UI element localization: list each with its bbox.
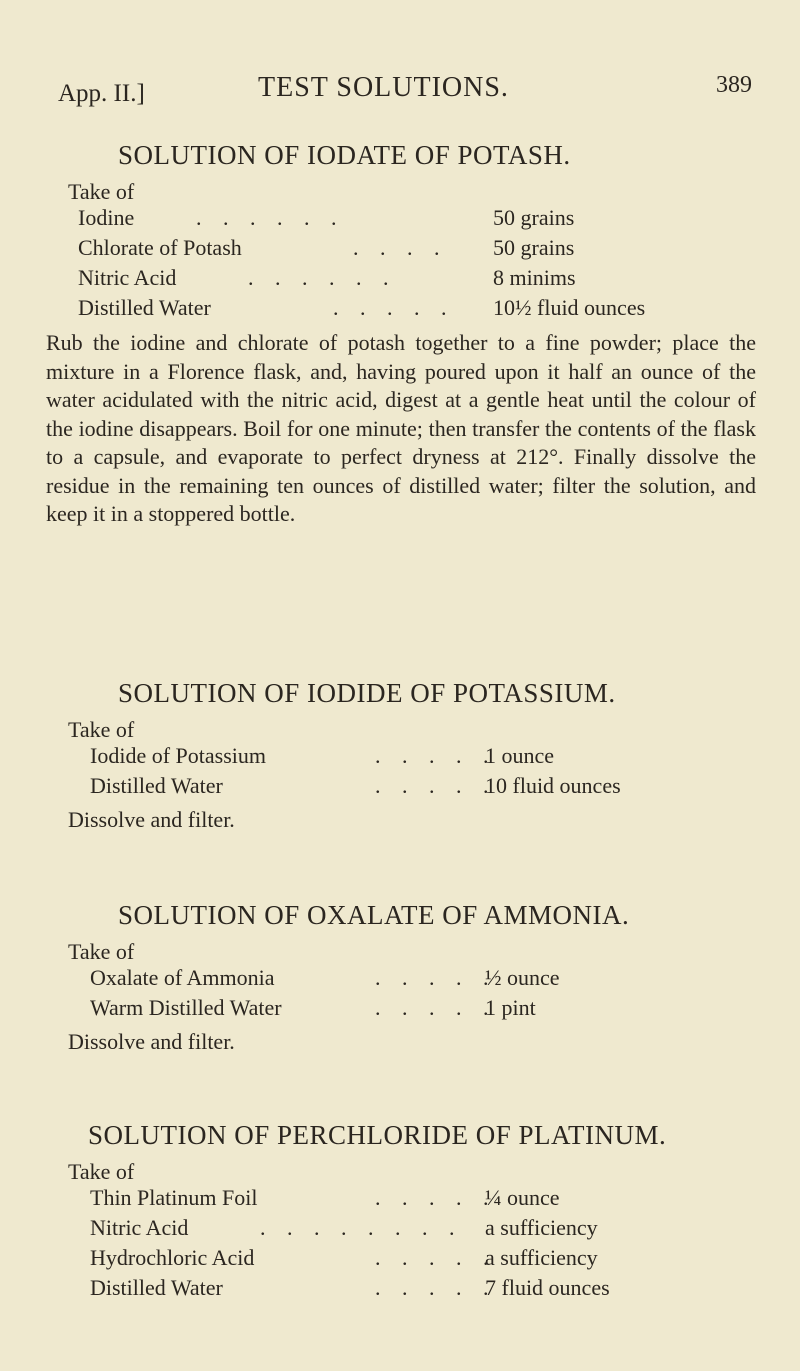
leader-dots: . . . . . bbox=[375, 1275, 497, 1300]
page-number: 389 bbox=[716, 72, 752, 98]
ingredient-row bbox=[90, 995, 760, 1025]
take-of-label: Take of bbox=[68, 179, 135, 204]
take-of-label: Take of bbox=[68, 1159, 135, 1184]
ingredient-quantity: ¼ ounce bbox=[485, 1185, 560, 1210]
ingredient-row bbox=[90, 1185, 760, 1215]
ingredient-name: Distilled Water bbox=[90, 1275, 223, 1300]
appendix-label: App. II.] bbox=[58, 80, 145, 107]
section-iodate-of-potash bbox=[46, 140, 760, 529]
leader-dots: . . . . . . bbox=[196, 205, 345, 230]
ingredient-row bbox=[90, 1245, 760, 1275]
take-of-label: Take of bbox=[68, 717, 135, 742]
ingredient-row bbox=[90, 965, 760, 995]
ingredient-quantity: 50 grains bbox=[493, 235, 575, 260]
ingredient-name: Iodine bbox=[78, 205, 135, 230]
ingredient-name: Thin Platinum Foil bbox=[90, 1185, 258, 1210]
leader-dots: . . . . . . bbox=[248, 265, 397, 290]
leader-dots: . . . . . bbox=[375, 1185, 497, 1210]
section-title: SOLUTION OF PERCHLORIDE OF PLATINUM. bbox=[88, 1120, 667, 1150]
ingredient-quantity: 7 fluid ounces bbox=[485, 1275, 610, 1300]
ingredient-list bbox=[90, 965, 760, 1025]
ingredient-quantity: a sufficiency bbox=[485, 1215, 598, 1240]
ingredient-quantity: a sufficiency bbox=[485, 1245, 598, 1270]
leader-dots: . . . . . bbox=[375, 995, 497, 1020]
leader-dots: . . . . . bbox=[333, 295, 455, 320]
ingredient-quantity: 50 grains bbox=[493, 205, 575, 230]
leader-dots: . . . . . bbox=[375, 965, 497, 990]
ingredient-row bbox=[90, 1275, 760, 1305]
ingredient-list bbox=[90, 1185, 760, 1305]
section-title: SOLUTION OF IODIDE OF POTASSIUM. bbox=[118, 678, 616, 708]
take-of-label: Take of bbox=[68, 939, 135, 964]
ingredient-quantity: 10 fluid ounces bbox=[485, 773, 621, 798]
ingredient-row bbox=[78, 295, 760, 325]
ingredient-name: Chlorate of Potash bbox=[78, 235, 242, 260]
ingredient-quantity: ½ ounce bbox=[485, 965, 560, 990]
section-iodide-of-potassium bbox=[68, 678, 760, 833]
leader-dots: . . . . . . . . bbox=[260, 1215, 463, 1240]
ingredient-row bbox=[90, 743, 760, 773]
leader-dots: . . . . . bbox=[375, 773, 497, 798]
ingredient-row bbox=[78, 265, 760, 295]
ingredient-quantity: 8 minims bbox=[493, 265, 576, 290]
ingredient-row bbox=[78, 205, 760, 235]
ingredient-name: Nitric Acid bbox=[78, 265, 177, 290]
ingredient-name: Oxalate of Ammonia bbox=[90, 965, 275, 990]
section-title: SOLUTION OF IODATE OF POTASH. bbox=[118, 140, 571, 170]
ingredient-list bbox=[78, 205, 760, 325]
leader-dots: . . . . . bbox=[375, 1245, 497, 1270]
leader-dots: . . . . . bbox=[375, 743, 497, 768]
ingredient-quantity: 1 pint bbox=[485, 995, 536, 1020]
ingredient-name: Distilled Water bbox=[90, 773, 223, 798]
section-perchloride-of-platinum bbox=[68, 1120, 760, 1305]
ingredient-quantity: 10½ fluid ounces bbox=[493, 295, 646, 320]
instructions-text: Dissolve and filter. bbox=[68, 1029, 235, 1054]
running-header bbox=[58, 72, 760, 112]
chapter-title: TEST SOLUTIONS. bbox=[258, 72, 509, 103]
instructions-text: Dissolve and filter. bbox=[68, 807, 235, 832]
leader-dots: . . . . bbox=[353, 235, 448, 260]
ingredient-name: Hydrochloric Acid bbox=[90, 1245, 255, 1270]
section-title: SOLUTION OF OXALATE OF AMMONIA. bbox=[118, 900, 630, 930]
instructions-paragraph: Rub the iodine and chlorate of potash together to a fine powder; place the mixture in a Florence flask, and, having poured upon it half an ounce of the water acidulated with the nitric acid, digest at a gentle heat until the colour of the iodine disappears. Boil for one minute; then transfer the contents of the flask to a capsule, and evaporate to perfect dryness at 212°. Finally dissolve the residue in the remaining ten ounces of distilled water; filter the solution, and keep it in a stoppered bottle. bbox=[46, 330, 756, 526]
ingredient-name: Distilled Water bbox=[78, 295, 211, 320]
section-oxalate-of-ammonia bbox=[68, 900, 760, 1055]
ingredient-row bbox=[78, 235, 760, 265]
ingredient-row bbox=[90, 1215, 760, 1245]
ingredient-list bbox=[90, 743, 760, 803]
ingredient-name: Warm Distilled Water bbox=[90, 995, 282, 1020]
ingredient-row bbox=[90, 773, 760, 803]
ingredient-name: Nitric Acid bbox=[90, 1215, 189, 1240]
ingredient-quantity: 1 ounce bbox=[485, 743, 555, 768]
ingredient-name: Iodide of Potassium bbox=[90, 743, 266, 768]
